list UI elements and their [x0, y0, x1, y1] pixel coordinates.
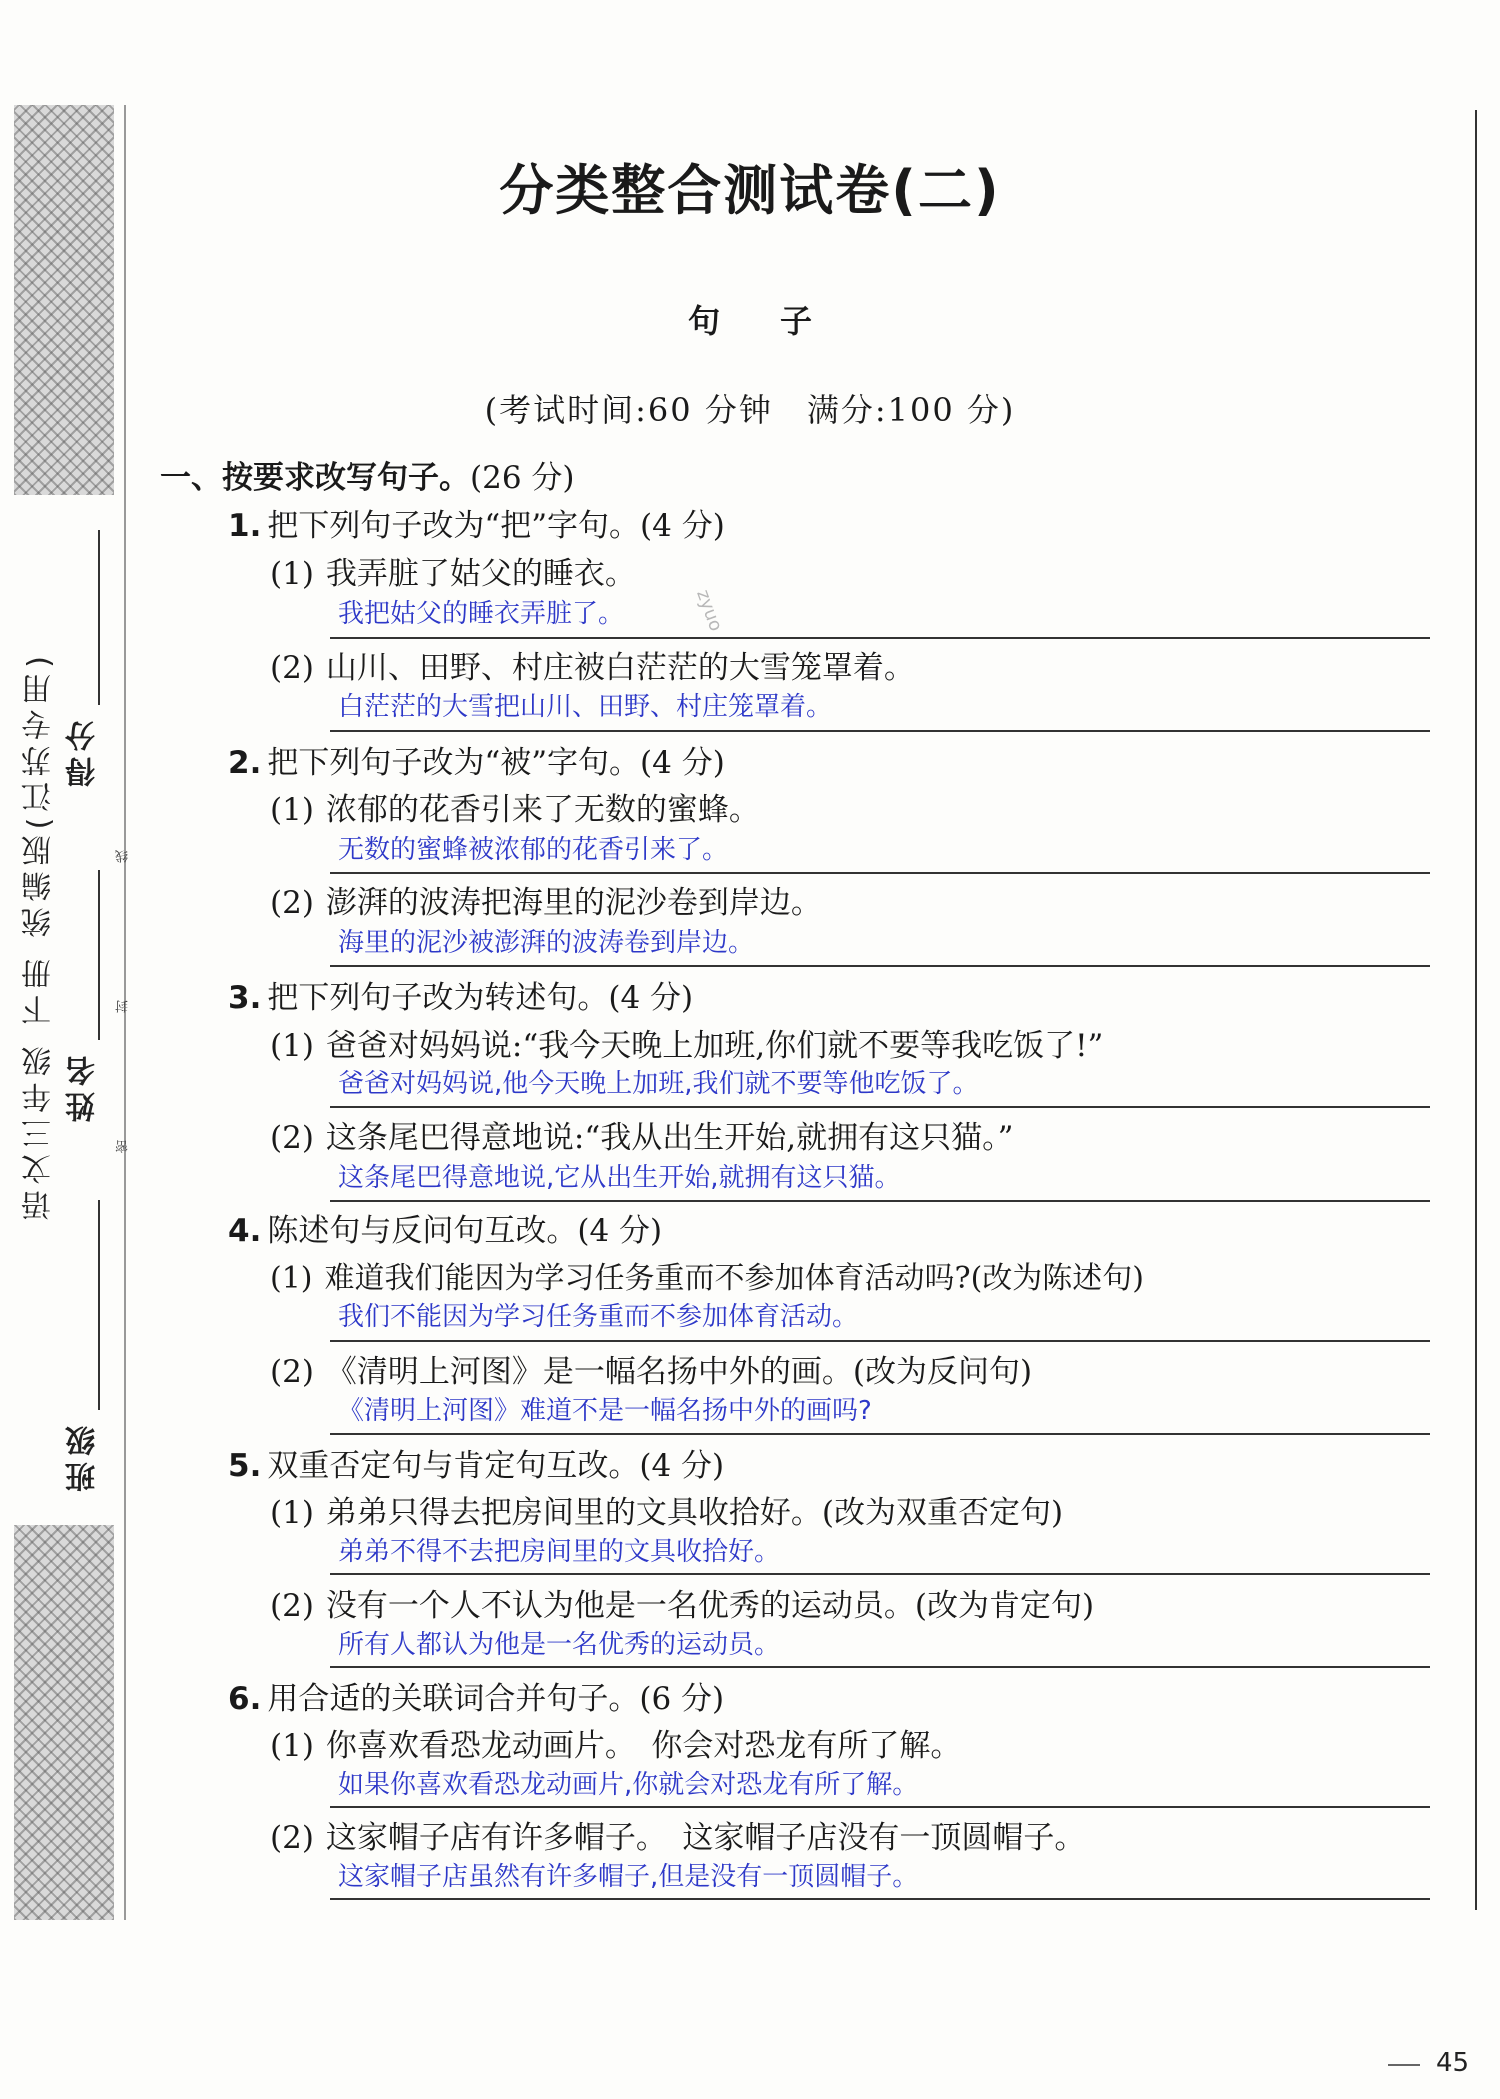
item-index: (1): [270, 792, 314, 828]
item-text: 《清明上河图》是一幅名扬中外的画。(改为反问句): [325, 1354, 1033, 1390]
item-index: (2): [270, 650, 314, 686]
question-3-item-2: [270, 1112, 1013, 1157]
answer-line: [330, 1573, 1430, 1575]
question-3-item-1: [270, 1020, 1103, 1065]
answer-line: [330, 965, 1430, 967]
question-text: 陈述句与反问句互改。(4 分): [267, 1213, 663, 1249]
page-title: 分类整合测试卷(二): [499, 159, 1001, 222]
question-number: 1.: [228, 508, 262, 544]
question-1-prompt: [228, 500, 725, 545]
question-4-item-1: [270, 1253, 1144, 1297]
exam-time-info: (考试时间:60 分钟 满分:100 分): [484, 391, 1016, 429]
question-5-answer-2: 所有人都认为他是一名优秀的运动员。: [338, 1630, 781, 1660]
section-heading: [160, 452, 575, 497]
name-label: 姓名: [66, 1050, 101, 1122]
item-index: (1): [270, 556, 314, 592]
answer-line: [330, 1433, 1430, 1435]
class-field-line: [98, 1200, 100, 1410]
question-4-answer-1: 我们不能因为学习任务重而不参加体育活动。: [338, 1302, 859, 1332]
item-index: (1): [270, 1495, 314, 1531]
answer-line: [330, 1666, 1430, 1668]
item-index: (2): [270, 1820, 314, 1856]
item-text: 爸爸对妈妈说:“我今天晚上加班,你们就不要等我吃饭了!”: [325, 1028, 1104, 1064]
item-text: 澎湃的波涛把海里的泥沙卷到岸边。: [325, 885, 822, 921]
question-text: 双重否定句与肯定句互改。(4 分): [267, 1448, 725, 1484]
binding-book-info: 语文三年级 下册 统编版(江苏专用): [22, 650, 57, 1221]
question-1-answer-2: 白茫茫的大雪把山川、田野、村庄笼罩着。: [338, 692, 833, 722]
answer-line: [330, 1898, 1430, 1900]
question-1-item-2: [270, 642, 915, 687]
answer-line: [330, 1340, 1430, 1342]
item-text: 浓郁的花香引来了无数的蜜蜂。: [325, 792, 760, 828]
question-5-answer-1: 弟弟不得不去把房间里的文具收拾好。: [338, 1537, 781, 1567]
question-3-answer-2: 这条尾巴得意地说,它从出生开始,就拥有这只猫。: [338, 1163, 901, 1193]
item-text: 这家帽子店有许多帽子。 这家帽子店没有一顶圆帽子。: [325, 1820, 1086, 1856]
question-number: 4.: [228, 1213, 262, 1249]
question-text: 用合适的关联词合并句子。(6 分): [267, 1681, 725, 1717]
answer-line: [330, 1806, 1430, 1808]
item-text: 没有一个人不认为他是一名优秀的运动员。(改为肯定句): [325, 1588, 1095, 1624]
section-label: 一、按要求改写句子。: [160, 460, 470, 496]
question-2-prompt: [228, 737, 725, 782]
question-4-prompt: [228, 1205, 662, 1250]
answer-line: [330, 1200, 1430, 1202]
item-text: 山川、田野、村庄被白茫茫的大雪笼罩着。: [325, 650, 915, 686]
page-subtitle: 句子: [687, 302, 872, 340]
question-1-answer-1: 我把姑父的睡衣弄脏了。: [338, 599, 625, 629]
seal-mark-xian: 线: [116, 850, 131, 863]
question-6-answer-1: 如果你喜欢看恐龙动画片,你就会对恐龙有所了解。: [338, 1770, 919, 1800]
question-2-item-1: [270, 784, 760, 829]
seal-mark-mi: 密: [116, 1140, 131, 1153]
question-number: 5.: [228, 1448, 262, 1484]
class-label: 班级: [66, 1420, 101, 1492]
name-field-line: [98, 870, 100, 1040]
seal-mark-feng: 封: [116, 1000, 131, 1013]
answer-line: [330, 637, 1430, 639]
section-points: (26 分): [470, 460, 575, 496]
answer-line: [330, 730, 1430, 732]
question-2-answer-2: 海里的泥沙被澎湃的波涛卷到岸边。: [338, 928, 755, 958]
item-text: 这条尾巴得意地说:“我从出生开始,就拥有这只猫。”: [325, 1120, 1014, 1156]
question-2-item-2: [270, 877, 822, 922]
question-number: 6.: [228, 1681, 262, 1717]
item-index: (2): [270, 1354, 314, 1390]
question-4-item-2: [270, 1346, 1032, 1391]
binding-pattern-bottom: [14, 1525, 114, 1920]
item-index: (2): [270, 1588, 314, 1624]
question-5-item-2: [270, 1580, 1094, 1625]
question-number: 2.: [228, 745, 262, 781]
question-2-answer-1: 无数的蜜蜂被浓郁的花香引来了。: [338, 835, 729, 865]
watermark: zyuo: [692, 586, 727, 635]
item-index: (1): [270, 1261, 313, 1296]
question-text: 把下列句子改为“把”字句。(4 分): [267, 508, 725, 544]
page-number-dash: [1388, 2064, 1420, 2066]
question-3-answer-1: 爸爸对妈妈说,他今天晚上加班,我们就不要等他吃饭了。: [338, 1069, 979, 1099]
question-text: 把下列句子改为“被”字句。(4 分): [267, 745, 725, 781]
item-index: (2): [270, 885, 314, 921]
answer-line: [330, 1106, 1430, 1108]
question-6-item-2: [270, 1812, 1085, 1857]
score-field-line: [98, 530, 100, 705]
question-6-prompt: [228, 1673, 724, 1718]
item-text: 难道我们能因为学习任务重而不参加体育活动吗?(改为陈述句): [324, 1261, 1144, 1296]
score-label: 得分: [66, 715, 101, 787]
item-text: 你喜欢看恐龙动画片。 你会对恐龙有所了解。: [325, 1728, 962, 1764]
question-4-answer-2: 《清明上河图》难道不是一幅名扬中外的画吗?: [338, 1396, 872, 1426]
page-number: 45: [1436, 2048, 1470, 2078]
item-index: (1): [270, 1728, 314, 1764]
item-index: (1): [270, 1028, 314, 1064]
right-border-line: [1475, 110, 1477, 1910]
question-3-prompt: [228, 972, 693, 1017]
question-number: 3.: [228, 980, 262, 1016]
item-index: (2): [270, 1120, 314, 1156]
question-5-prompt: [228, 1440, 724, 1485]
question-6-item-1: [270, 1720, 961, 1765]
question-1-item-1: [270, 548, 636, 593]
item-text: 我弄脏了姑父的睡衣。: [325, 556, 636, 592]
question-5-item-1: [270, 1487, 1063, 1532]
question-6-answer-2: 这家帽子店虽然有许多帽子,但是没有一顶圆帽子。: [338, 1862, 919, 1892]
question-text: 把下列句子改为转述句。(4 分): [267, 980, 694, 1016]
item-text: 弟弟只得去把房间里的文具收拾好。(改为双重否定句): [325, 1495, 1064, 1531]
answer-line: [330, 872, 1430, 874]
